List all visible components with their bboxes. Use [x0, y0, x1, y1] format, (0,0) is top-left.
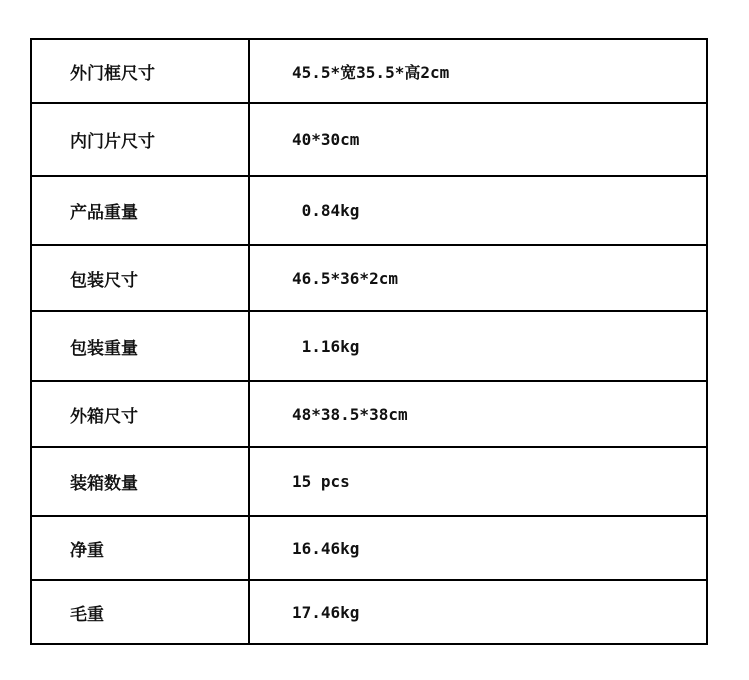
table-row [31, 381, 707, 447]
row-label: 净重 [31, 516, 249, 580]
table-row [31, 39, 707, 103]
row-value: 1.16kg [249, 311, 707, 381]
table-row [31, 580, 707, 644]
row-value: 45.5*宽35.5*高2cm [249, 39, 707, 103]
row-value: 16.46kg [249, 516, 707, 580]
row-value: 15 pcs [249, 447, 707, 516]
table-row [31, 311, 707, 381]
table-row [31, 245, 707, 311]
table-row [31, 516, 707, 580]
row-label: 毛重 [31, 580, 249, 644]
table-row [31, 447, 707, 516]
row-value: 48*38.5*38cm [249, 381, 707, 447]
row-label: 产品重量 [31, 176, 249, 245]
row-label: 内门片尺寸 [31, 103, 249, 176]
row-label: 外箱尺寸 [31, 381, 249, 447]
row-label: 装箱数量 [31, 447, 249, 516]
row-label: 包装重量 [31, 311, 249, 381]
row-value: 46.5*36*2cm [249, 245, 707, 311]
row-value: 40*30cm [249, 103, 707, 176]
row-value: 17.46kg [249, 580, 707, 644]
spec-table [30, 38, 708, 645]
table-row [31, 103, 707, 176]
row-label: 包装尺寸 [31, 245, 249, 311]
row-label: 外门框尺寸 [31, 39, 249, 103]
row-value: 0.84kg [249, 176, 707, 245]
table-row [31, 176, 707, 245]
